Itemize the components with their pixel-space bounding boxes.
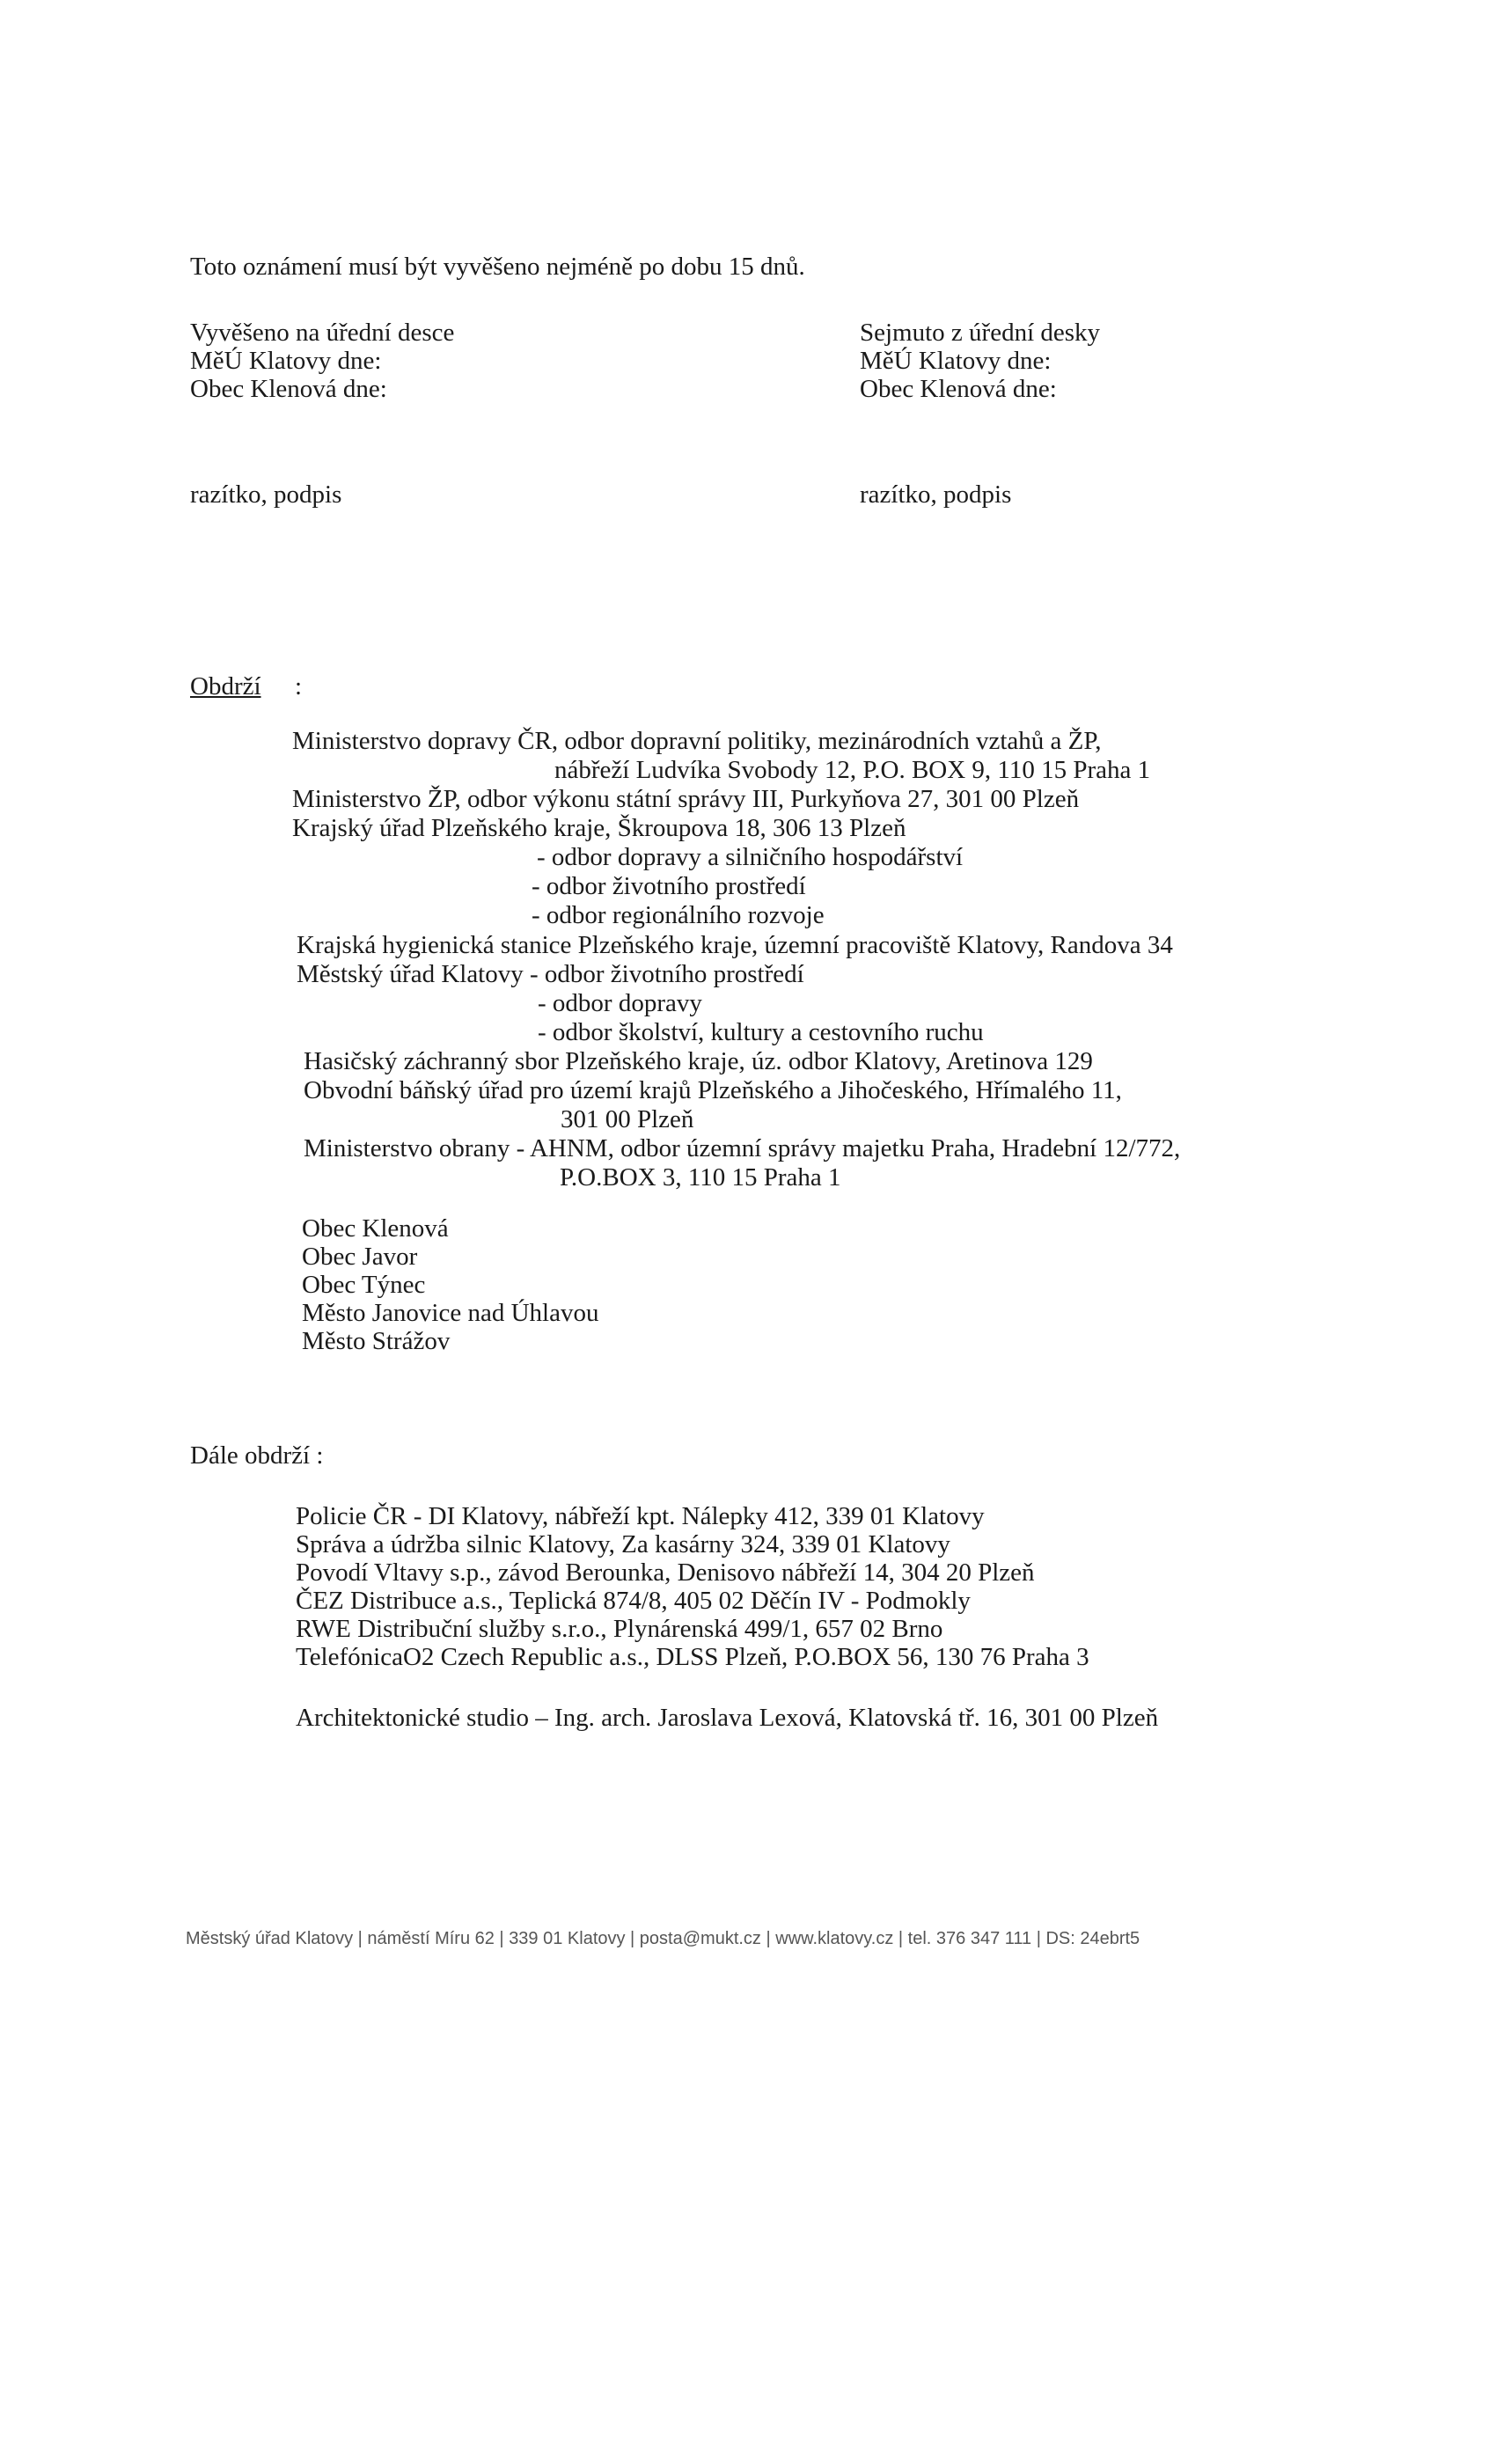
removed-stamp: razítko, podpis [860,480,1012,509]
notice-text: Toto oznámení musí být vyvěšeno nejméně po dobu 15 dnů. [190,253,805,281]
architect-line: Architektonické studio – Ing. arch. Jaroslava Lexová, Klatovská tř. 16, 301 00 Plzeň [296,1704,1159,1732]
recipient: Krajská hygienická stanice Plzeňského kraje, územní pracoviště Klatovy, Randova 34 [297,931,1173,959]
posted-line: Obec Klenová dne: [190,375,387,403]
removed-line: Sejmuto z úřední desky [860,319,1101,347]
dale-recipient: ČEZ Distribuce a.s., Teplická 874/8, 405 02 Děčín IV - Podmokly [296,1587,971,1615]
posted-line: MěÚ Klatovy dne: [190,347,382,375]
municipality: Město Strážov [302,1327,451,1355]
recipient: - odbor životního prostředí [532,872,806,900]
removed-line: MěÚ Klatovy dne: [860,347,1052,375]
dale-recipient: Správa a údržba silnic Klatovy, Za kasárny 324, 339 01 Klatovy [296,1530,950,1558]
recipient: - odbor školství, kultury a cestovního ruchu [538,1018,984,1046]
dale-recipient: TelefónicaO2 Czech Republic a.s., DLSS Plzeň, P.O.BOX 56, 130 76 Praha 3 [296,1643,1089,1671]
recipient: 301 00 Plzeň [561,1105,694,1133]
recipient: - odbor dopravy [538,989,702,1017]
dale-obdrzi-heading: Dále obdrží : [190,1441,324,1470]
posted-line: Vyvěšeno na úřední desce [190,319,455,347]
dale-recipient: RWE Distribuční služby s.r.o., Plynárenská 499/1, 657 02 Brno [296,1615,943,1643]
recipient: Městský úřad Klatovy - odbor životního prostředí [297,960,804,988]
removed-block [860,319,1100,403]
recipient: Ministerstvo ŽP, odbor výkonu státní správy III, Purkyňova 27, 301 00 Plzeň [292,785,1080,813]
recipient: Obvodní báňský úřad pro území krajů Plzeňského a Jihočeského, Hřímalého 11, [304,1076,1122,1104]
municipalities-list [302,1214,598,1355]
recipient: P.O.BOX 3, 110 15 Praha 1 [560,1163,841,1192]
dale-recipient: Povodí Vltavy s.p., závod Berounka, Denisovo nábřeží 14, 304 20 Plzeň [296,1558,1035,1587]
removed-line: Obec Klenová dne: [860,375,1057,403]
footer-contact: Městský úřad Klatovy | náměstí Míru 62 | 339 01 Klatovy | posta@mukt.cz | www.klatovy.cz | tel. 376 347 111 | DS: 24ebrt5 [186,1929,1140,1948]
recipient: nábřeží Ludvíka Svobody 12, P.O. BOX 9, 110 15 Praha 1 [554,756,1151,784]
recipient: Ministerstvo dopravy ČR, odbor dopravní politiky, mezinárodních vztahů a ŽP, [292,727,1102,755]
recipient: Ministerstvo obrany - AHNM, odbor územní správy majetku Praha, Hradební 12/772, [304,1134,1181,1162]
obdrzi-colon: : [295,672,303,700]
municipality: Obec Týnec [302,1271,426,1299]
municipality: Město Janovice nad Úhlavou [302,1299,599,1327]
municipality: Obec Klenová [302,1214,449,1243]
recipient: Krajský úřad Plzeňského kraje, Škroupova 18, 306 13 Plzeň [292,814,906,842]
municipality: Obec Javor [302,1243,418,1271]
obdrzi-label: Obdrží [190,672,261,700]
obdrzi-heading [190,672,302,700]
recipient: - odbor regionálního rozvoje [532,901,825,929]
posted-stamp: razítko, podpis [190,480,342,509]
recipient: - odbor dopravy a silničního hospodářství [537,843,964,871]
dale-recipient: Policie ČR - DI Klatovy, nábřeží kpt. Nálepky 412, 339 01 Klatovy [296,1502,985,1530]
dale-recipients-list [296,1502,1089,1671]
recipient: Hasičský záchranný sbor Plzeňského kraje, úz. odbor Klatovy, Aretinova 129 [304,1047,1093,1075]
posted-block [190,319,454,403]
